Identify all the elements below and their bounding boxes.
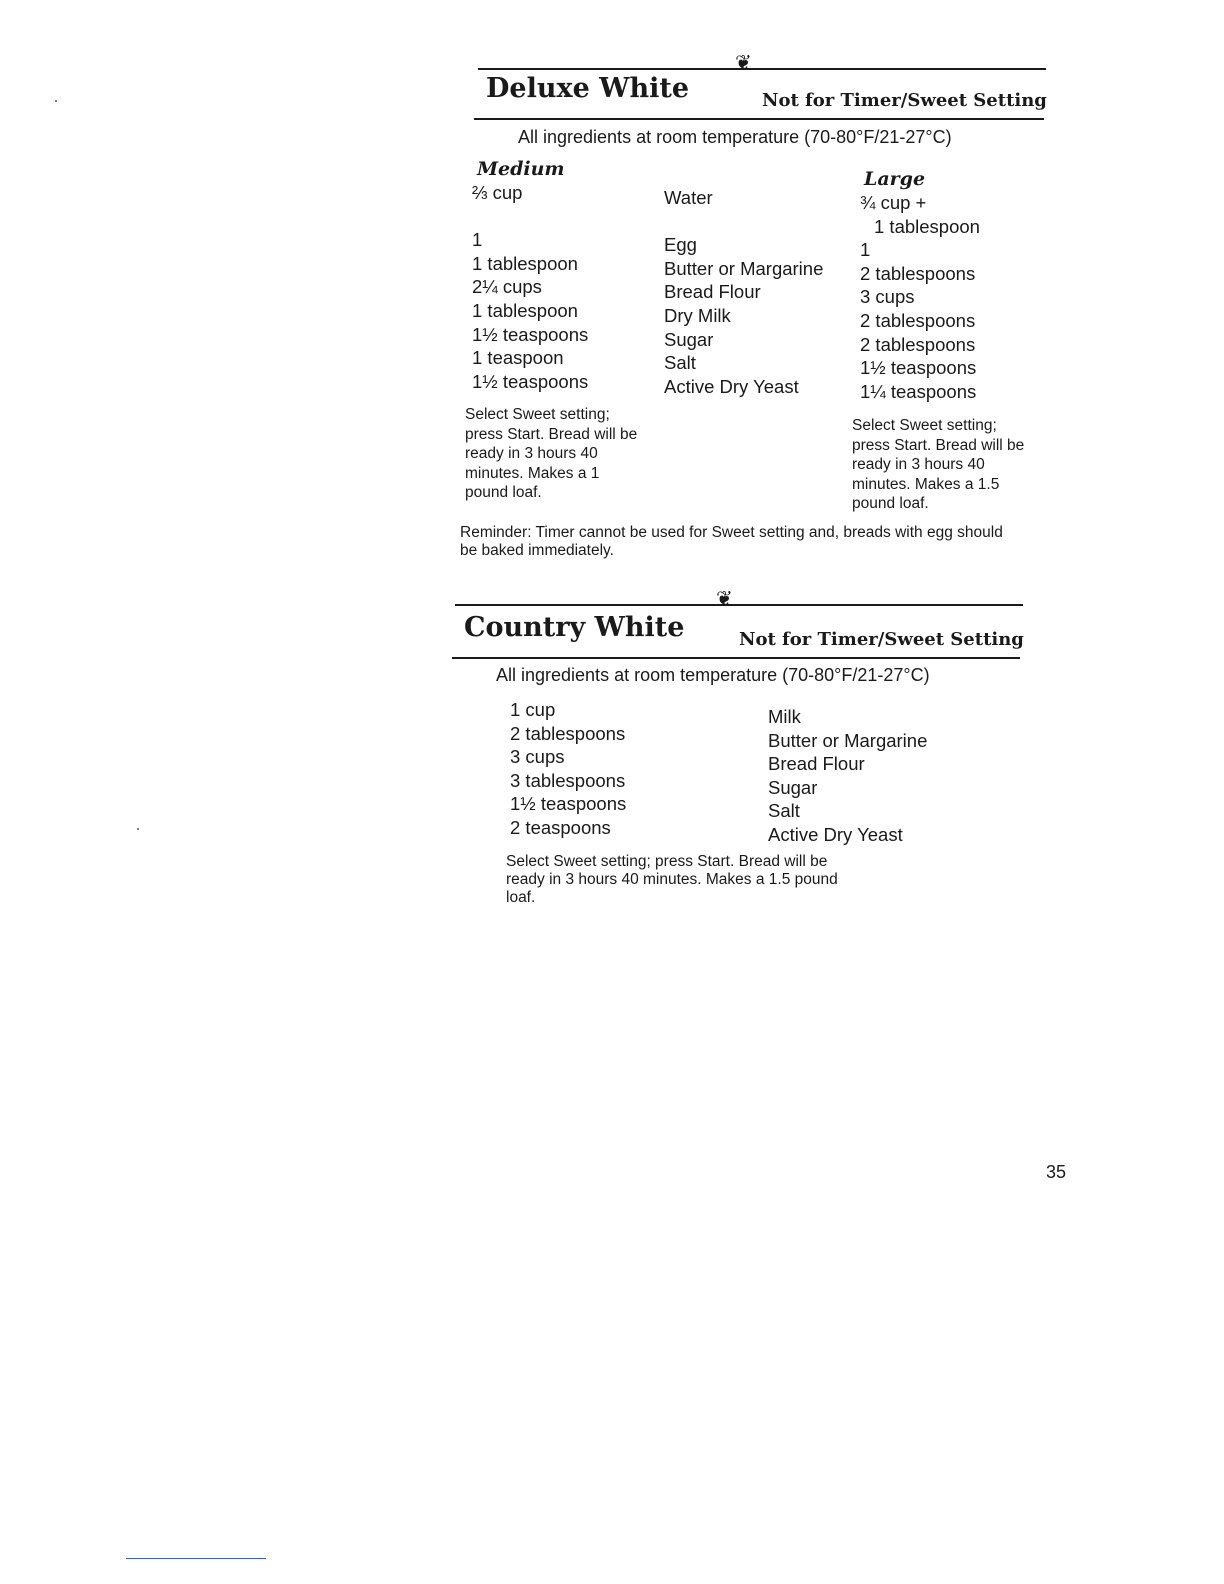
medium-instructions: Select Sweet setting; press Start. Bread will be ready in 3 hours 40 minutes. Makes a 1 pound loaf.	[465, 406, 638, 501]
list-item	[664, 210, 823, 234]
list-item: 1½ teaspoons	[510, 793, 627, 815]
list-item: 1¼ teaspoons	[860, 380, 977, 402]
list-item: 1 tablespoon	[472, 299, 578, 321]
list-item: Butter or Margarine	[768, 729, 928, 751]
top-rule	[455, 604, 1023, 606]
list-item: Dry Milk	[664, 304, 731, 326]
list-item: Salt	[768, 800, 800, 822]
list-item: Milk	[768, 706, 801, 727]
list-item: Bread Flour	[768, 753, 865, 775]
list-item: 2 teaspoons	[510, 816, 611, 838]
list-item: ¾ cup +	[860, 192, 927, 213]
recipe-subtitle: Not for Timer/Sweet Setting	[762, 90, 1047, 111]
list-item: Sugar	[768, 776, 818, 798]
amounts-list	[510, 698, 626, 840]
list-item: 1 cup	[510, 699, 556, 720]
ornament-icon: ❦	[716, 586, 733, 610]
title-underline	[474, 118, 1044, 120]
temperature-note: All ingredients at room temperature (70-80°F/21-27°C)	[518, 127, 952, 147]
list-item: 1½ teaspoons	[860, 357, 977, 379]
list-item: Bread Flour	[664, 281, 761, 303]
large-instructions: Select Sweet setting; press Start. Bread will be ready in 3 hours 40 minutes. Makes a 1.5 pound loaf.	[852, 417, 1025, 512]
list-item: 1½ teaspoons	[472, 370, 589, 392]
list-item: 1	[860, 239, 871, 261]
scan-speck	[55, 100, 57, 102]
title-underline	[452, 657, 1020, 659]
recipe-subtitle: Not for Timer/Sweet Setting	[739, 629, 1024, 650]
instructions: Select Sweet setting; press Start. Bread will be ready in 3 hours 40 minutes. Makes a 1.5 pound loaf.	[506, 853, 838, 906]
temperature-note: All ingredients at room temperature (70-80°F/21-27°C)	[496, 665, 930, 685]
medium-heading: Medium	[477, 158, 565, 180]
recipe-title: Country White	[464, 612, 685, 643]
list-item: Salt	[664, 352, 696, 374]
page-number: 35	[1046, 1162, 1067, 1182]
large-amounts-list	[860, 191, 980, 403]
list-item: 2 tablespoons	[510, 722, 626, 744]
list-item: 2 tablespoons	[860, 262, 976, 284]
large-heading: Large	[864, 168, 926, 190]
list-item: Water	[664, 187, 713, 208]
list-item: ⅔ cup	[472, 182, 523, 203]
list-item: 3 cups	[860, 286, 915, 308]
list-item: 2 tablespoons	[860, 333, 976, 355]
list-item: 1 teaspoon	[472, 347, 564, 369]
scan-speck	[137, 828, 139, 830]
list-item: 1½ teaspoons	[472, 323, 589, 345]
footer-rule	[126, 1558, 266, 1559]
list-item: Butter or Margarine	[664, 257, 824, 279]
list-item: 1 tablespoon	[874, 215, 980, 237]
list-item: Sugar	[664, 328, 714, 350]
reminder-note: Reminder: Timer cannot be used for Sweet setting and, breads with egg should be baked immediately.	[460, 524, 1003, 559]
recipe-title: Deluxe White	[486, 73, 690, 104]
list-item: 2¼ cups	[472, 276, 542, 298]
ornament-icon: ❦	[735, 50, 752, 74]
list-item	[472, 205, 588, 229]
list-item: 1 tablespoon	[472, 252, 578, 274]
list-item: 3 cups	[510, 746, 565, 768]
list-item: Egg	[664, 234, 697, 256]
ingredients-list	[664, 186, 823, 398]
list-item: 1	[472, 229, 483, 251]
list-item: 2 tablespoons	[860, 309, 976, 331]
list-item: 3 tablespoons	[510, 769, 626, 791]
medium-amounts-list	[472, 181, 588, 393]
list-item: Active Dry Yeast	[664, 375, 799, 397]
list-item: Active Dry Yeast	[768, 823, 903, 845]
top-rule	[478, 68, 1046, 70]
ingredients-list	[768, 705, 927, 847]
